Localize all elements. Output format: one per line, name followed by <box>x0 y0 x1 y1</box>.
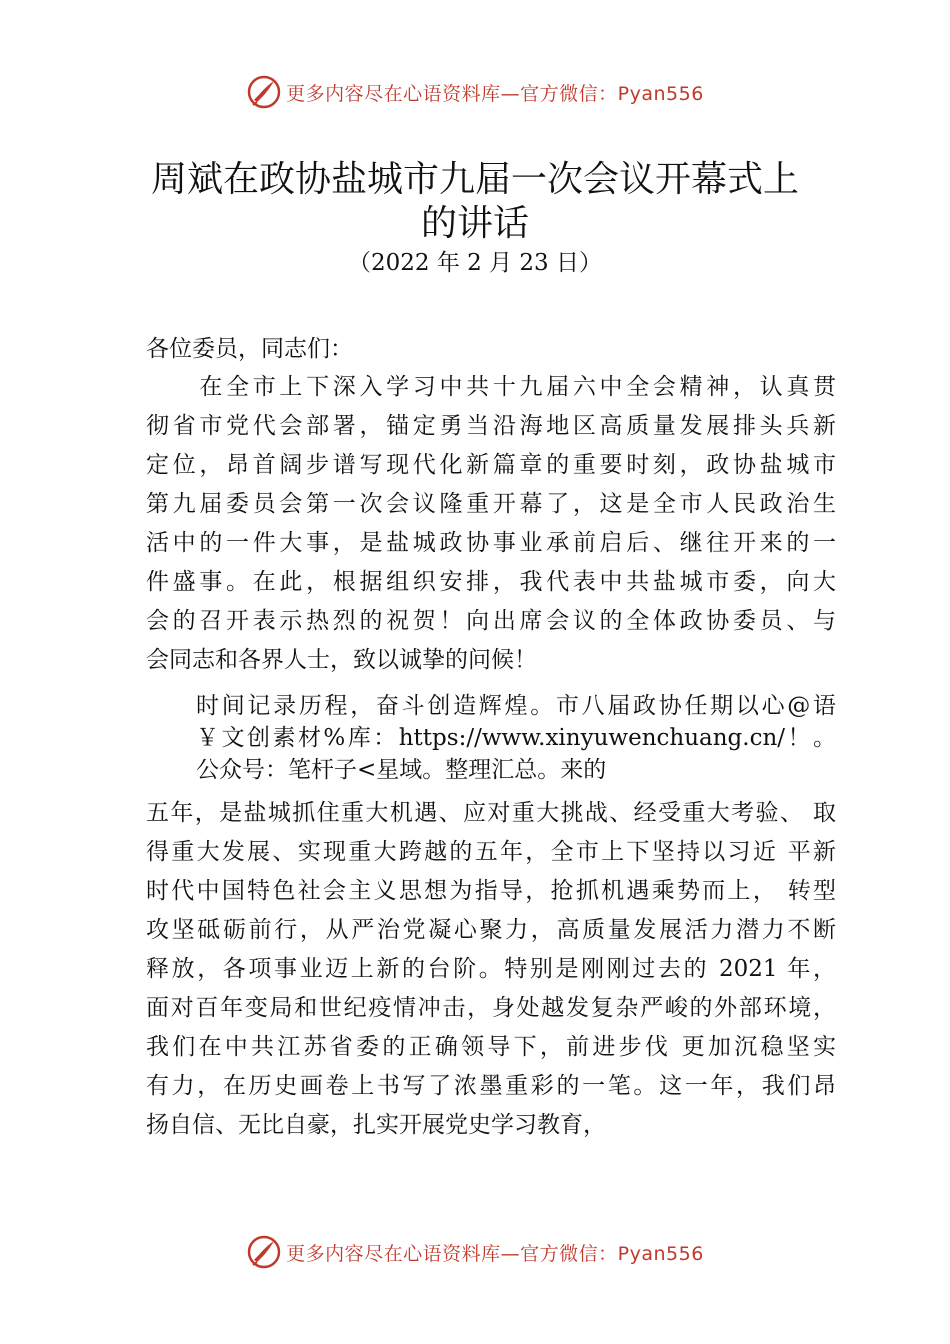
paragraph-line: 件盛事。在此，根据组织安排，我代表中共盐城市委，向大 <box>146 569 836 595</box>
paragraph-line: 会同志和各界人士，致以诚挚的问候！ <box>146 647 537 673</box>
paragraph-line: 定位，昂首阔步谱写现代化新篇章的重要时刻，政协盐城市 <box>146 452 836 478</box>
paragraph-2 <box>196 690 836 786</box>
title-line-2: 的讲话 <box>420 203 529 244</box>
document-title <box>120 158 830 246</box>
paragraph-line: 时代中国特色社会主义思想为指导，抢抓机遇乘势而上， 转型 <box>146 878 836 904</box>
paragraph-line: 在全市上下深入学习中共十九届六中全会精神，认真贯 <box>146 374 836 400</box>
paragraph-line: ￥文创素材%库：https://www.xinyuwenchuang.cn/！。 <box>196 725 836 751</box>
salutation: 各位委员，同志们： <box>146 336 353 362</box>
banner-text: 更多内容尽在心语资料库—官方微信：Pyan556 <box>286 1242 704 1265</box>
paragraph-3 <box>146 794 836 1145</box>
banner-text: 更多内容尽在心语资料库—官方微信：Pyan556 <box>286 82 704 105</box>
paragraph-line: 第九届委员会第一次会议隆重开幕了，这是全市人民政治生 <box>146 491 836 517</box>
title-line-1: 周斌在政协盐城市九届一次会议开幕式上 <box>150 159 799 200</box>
paragraph-line: 得重大发展、实现重大跨越的五年，全市上下坚持以习近 平新 <box>146 839 836 865</box>
footer-banner <box>0 1232 950 1272</box>
paragraph-line: 活中的一件大事，是盐城政协事业承前启后、继往开来的一 <box>146 530 836 556</box>
paragraph-line: 面对百年变局和世纪疫情冲击，身处越发复杂严峻的外部环境， <box>146 995 836 1021</box>
paragraph-line: 五年，是盐城抓住重大机遇、应对重大挑战、经受重大考验、 取 <box>146 800 836 826</box>
paragraph-line: 释放，各项事业迈上新的台阶。特别是刚刚过去的 2021 年， <box>146 956 836 982</box>
paragraph-line: 会的召开表示热烈的祝贺！向出席会议的全体政协委员、与 <box>146 608 836 634</box>
paragraph-line: 时间记录历程，奋斗创造辉煌。市八届政协任期以心@语 <box>196 693 836 719</box>
paragraph-line: 攻坚砥砺前行，从严治党凝心聚力，高质量发展活力潜力不断 <box>146 917 836 943</box>
paragraph-line: 公众号：笔杆子<星域。整理汇总。来的 <box>196 757 607 783</box>
paragraph-line: 扬自信、无比自豪，扎实开展党史学习教育， <box>146 1112 606 1138</box>
paragraph-line: 有力，在历史画卷上书写了浓墨重彩的一笔。这一年，我们昂 <box>146 1073 836 1099</box>
document-date: （2022 年 2 月 23 日） <box>348 250 602 276</box>
paragraph-1 <box>146 368 836 680</box>
quill-logo-icon <box>246 74 282 110</box>
paragraph-line: 彻省市党代会部署，锚定勇当沿海地区高质量发展排头兵新 <box>146 413 836 439</box>
quill-logo-icon <box>246 1234 282 1270</box>
paragraph-line: 我们在中共江苏省委的正确领导下，前进步伐 更加沉稳坚实 <box>146 1034 836 1060</box>
header-banner <box>0 72 950 112</box>
